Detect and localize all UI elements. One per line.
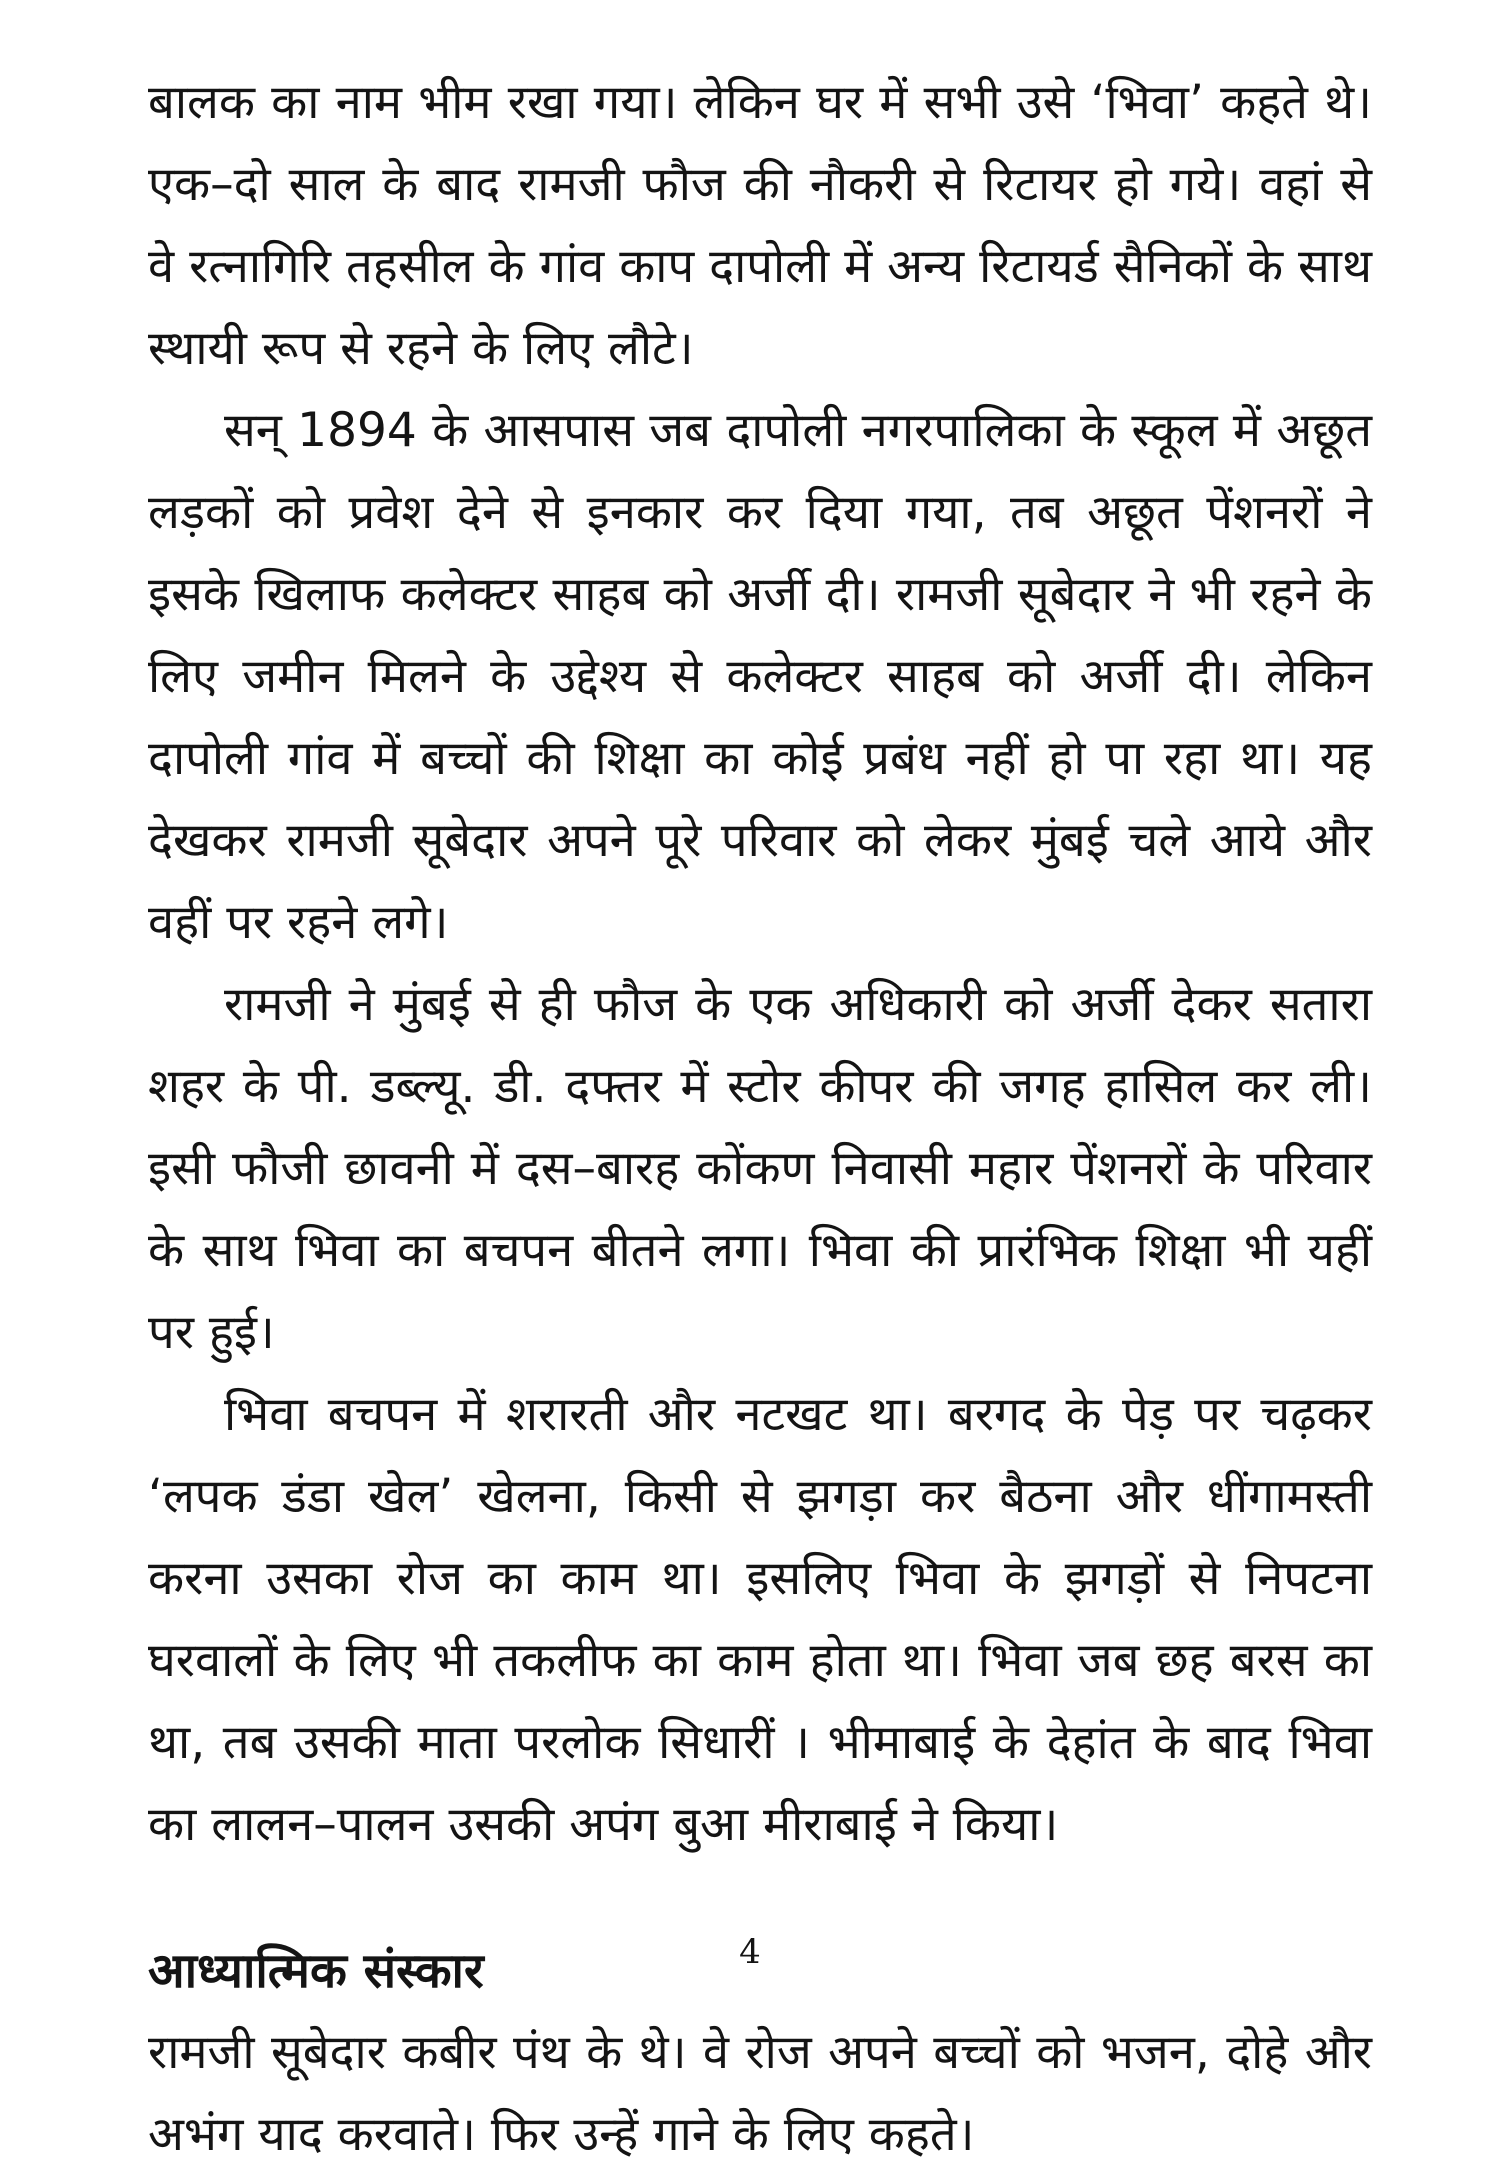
paragraph-3: रामजी ने मुंबई से ही फौज के एक अधिकारी को अर्जी देकर सतारा शहर के पी. डब्ल्यू. डी. दफ्तर में स्टोर कीपर की जगह हासिल कर ली। इसी फौजी छावनी में दस–बारह कोंकण निवासी महार पेंशनरों के परिवार के साथ भिवा का बचपन बीतने लगा। भिवा की प्रारंभिक शिक्षा भी यहीं पर हुई। (148, 977, 1372, 1360)
section-paragraph: रामजी सूबेदार कबीर पंथ के थे। वे रोज अपने बच्चों को भजन, दोहे और अभंग याद करवाते। फिर उन्हें गाने के लिए कहते। (148, 2025, 1372, 2162)
page-number: 4 (739, 1932, 761, 1972)
paragraph-4: भिवा बचपन में शरारती और नटखट था। बरगद के पेड़ पर चढ़कर ‘लपक डंडा खेल’ खेलना, किसी से झगड़ा कर बैठना और धींगामस्ती करना उसका रोज का काम था। इसलिए भिवा के झगड़ों से निपटना घरवालों के लिए भी तकलीफ का काम होता था। भिवा जब छह बरस का था, तब उसकी माता परलोक सिधारीं । भीमाबाई के देहांत के बाद भिवा का लालन–पालन उसकी अपंग बुआ मीराबाई ने किया। (148, 1387, 1372, 1852)
section-heading: आध्यात्मिक संस्कार (148, 1943, 484, 1999)
paragraph-1: बालक का नाम भीम रखा गया। लेकिन घर में सभी उसे ‘भिवा’ कहते थे। एक–दो साल के बाद रामजी फौज की नौकरी से रिटायर हो गये। वहां से वे रत्नागिरि तहसील के गांव काप दापोली में अन्य रिटायर्ड सैनिकों के साथ स्थायी रूप से रहने के लिए लौटे। (148, 75, 1372, 376)
paragraph-2: सन् 1894 के आसपास जब दापोली नगरपालिका के स्कूल में अछूत लड़कों को प्रवेश देने से इनकार कर दिया गया, तब अछूत पेंशनरों ने इसके खिलाफ कलेक्टर साहब को अर्जी दी। रामजी सूबेदार ने भी रहने के लिए जमीन मिलने के उद्देश्य से कलेक्टर साहब को अर्जी दी। लेकिन दापोली गांव में बच्चों की शिक्षा का कोई प्रबंध नहीं हो पा रहा था। यह देखकर रामजी सूबेदार अपने पूरे परिवार को लेकर मुंबई चले आये और वहीं पर रहने लगे। (148, 403, 1372, 950)
